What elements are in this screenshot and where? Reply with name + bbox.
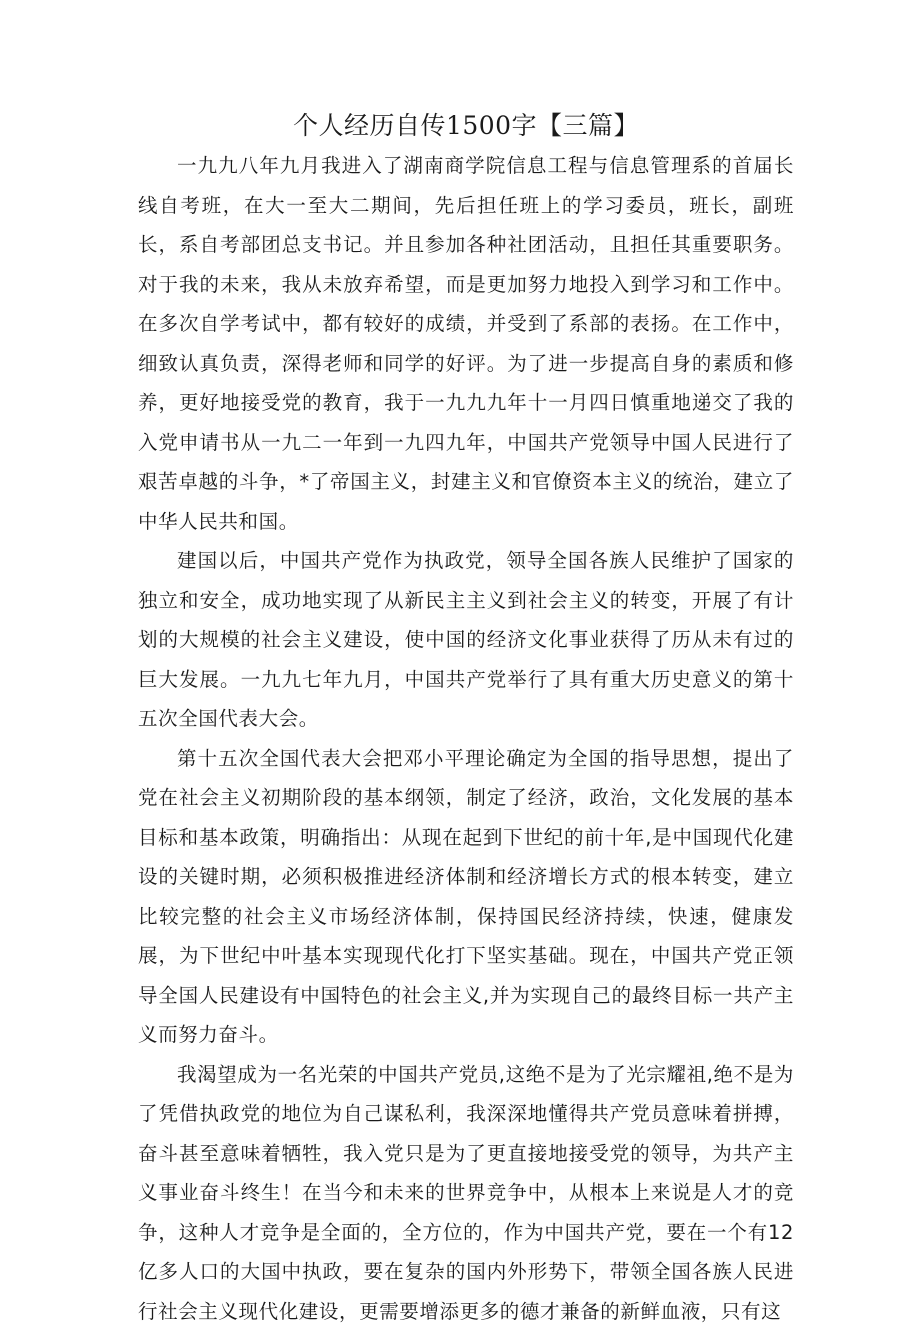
- paragraph-1: 一九九八年九月我进入了湖南商学院信息工程与信息管理系的首届长线自考班，在大一至大二期间，先后担任班上的学习委员，班长，副班长，系自考部团总支书记。并且参加各种社团活动，且担任其重要职务。对于我的未来，我从未放弃希望，而是更加努力地投入到学习和工作中。在多次自学考试中，都有较好的成绩，并受到了系部的表扬。在工作中，细致认真负责，深得老师和同学的好评。为了进一步提高自身的素质和修养，更好地接受党的教育，我于一九九九年十一月四日慎重地递交了我的入党申请书从一九二一年到一九四九年，中国共产党领导中国人民进行了艰苦卓越的斗争，*了帝国主义，封建主义和官僚资本主义的统治，建立了中华人民共和国。: [138, 146, 794, 541]
- paragraph-4: 我渴望成为一名光荣的中国共产党员,这绝不是为了光宗耀祖,绝不是为了凭借执政党的地位为自己谋私利，我深深地懂得共产党员意味着拼搏，奋斗甚至意味着牺牲，我入党只是为了更直接地接受党的领导，为共产主义事业奋斗终生！在当今和未来的世界竞争中，从根本上来说是人才的竞争，这种人才竞争是全面的，全方位的，作为中国共产党，要在一个有12亿多人口的大国中执政，要在复杂的国内外形势下，带领全国各族人民进行社会主义现代化建设，更需要增添更多的德才兼备的新鲜血液，只有这: [138, 1055, 794, 1331]
- document-page: [138, 108, 794, 1331]
- paragraph-3: 第十五次全国代表大会把邓小平理论确定为全国的指导思想，提出了党在社会主义初期阶段的基本纲领，制定了经济，政治，文化发展的基本目标和基本政策，明确指出：从现在起到下世纪的前十年,是中国现代化建设的关键时期，必须积极推进经济体制和经济增长方式的根本转变，建立比较完整的社会主义市场经济体制，保持国民经济持续，快速，健康发展，为下世纪中叶基本实现现代化打下坚实基础。现在，中国共产党正领导全国人民建设有中国特色的社会主义,并为实现自己的最终目标一共产主义而努力奋斗。: [138, 739, 794, 1055]
- document-title: 个人经历自传1500字【三篇】: [138, 108, 794, 144]
- paragraph-2: 建国以后，中国共产党作为执政党，领导全国各族人民维护了国家的独立和安全，成功地实现了从新民主主义到社会主义的转变，开展了有计划的大规模的社会主义建设，使中国的经济文化事业获得了历从未有过的巨大发展。一九九七年九月，中国共产党举行了具有重大历史意义的第十五次全国代表大会。: [138, 541, 794, 739]
